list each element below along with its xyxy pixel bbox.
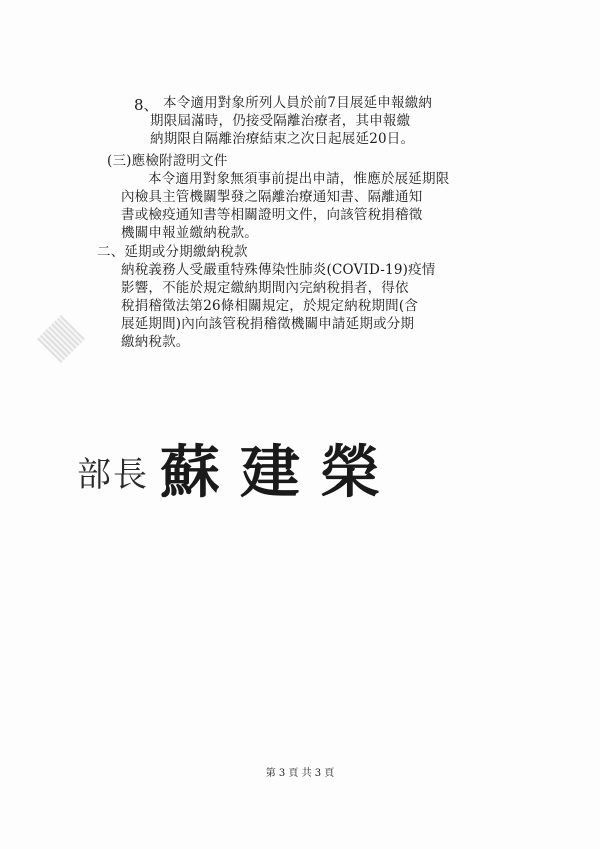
section-two-line-1: 納稅義務人受嚴重特殊傳染性肺炎(COVID-19)疫情 xyxy=(121,262,436,278)
section-3-line-3: 書或檢疫通知書等相關證明文件，向該管稅捐稽徵 xyxy=(121,207,423,223)
section-3-line-1: 本令適用對象無須事前提出申請，惟應於展延期限 xyxy=(148,171,450,187)
section-two-heading: 二、延期或分期繳納稅款 xyxy=(97,244,248,260)
section-3-line-4: 機關申報並繳納稅款。 xyxy=(121,225,258,241)
section-two-line-2: 影響，不能於規定繳納期間內完納稅捐者，得依 xyxy=(121,280,409,296)
signature-name: 蘇建榮 xyxy=(160,439,400,506)
section-3-heading: (三)應檢附證明文件 xyxy=(107,153,228,169)
section-two-line-3: 稅捐稽徵法第26條相關規定，於規定納稅期間(含 xyxy=(121,298,419,314)
section-two-line-5: 繳納稅款。 xyxy=(121,334,190,350)
section-two-line-4: 展延期間)內向該管稅捐稽徵機關申請延期或分期 xyxy=(121,316,415,332)
item-8-line-2: 期限屆滿時，仍接受隔離治療者，其申報繳 xyxy=(150,113,411,129)
seal-stamp-fragment xyxy=(37,315,85,363)
item-8-number: 8、 xyxy=(134,96,159,114)
section-3-line-2: 內檢具主管機關掣發之隔離治療通知書、隔離通知 xyxy=(121,189,423,205)
page-footer: 第 3 頁 共 3 頁 xyxy=(265,768,335,779)
item-8-line-3: 納期限自隔離治療結束之次日起展延20日。 xyxy=(150,131,415,147)
signature-title: 部長 xyxy=(77,455,149,495)
item-8-line-1: 本令適用對象所列人員於前7目展延申報繳納 xyxy=(163,95,433,111)
